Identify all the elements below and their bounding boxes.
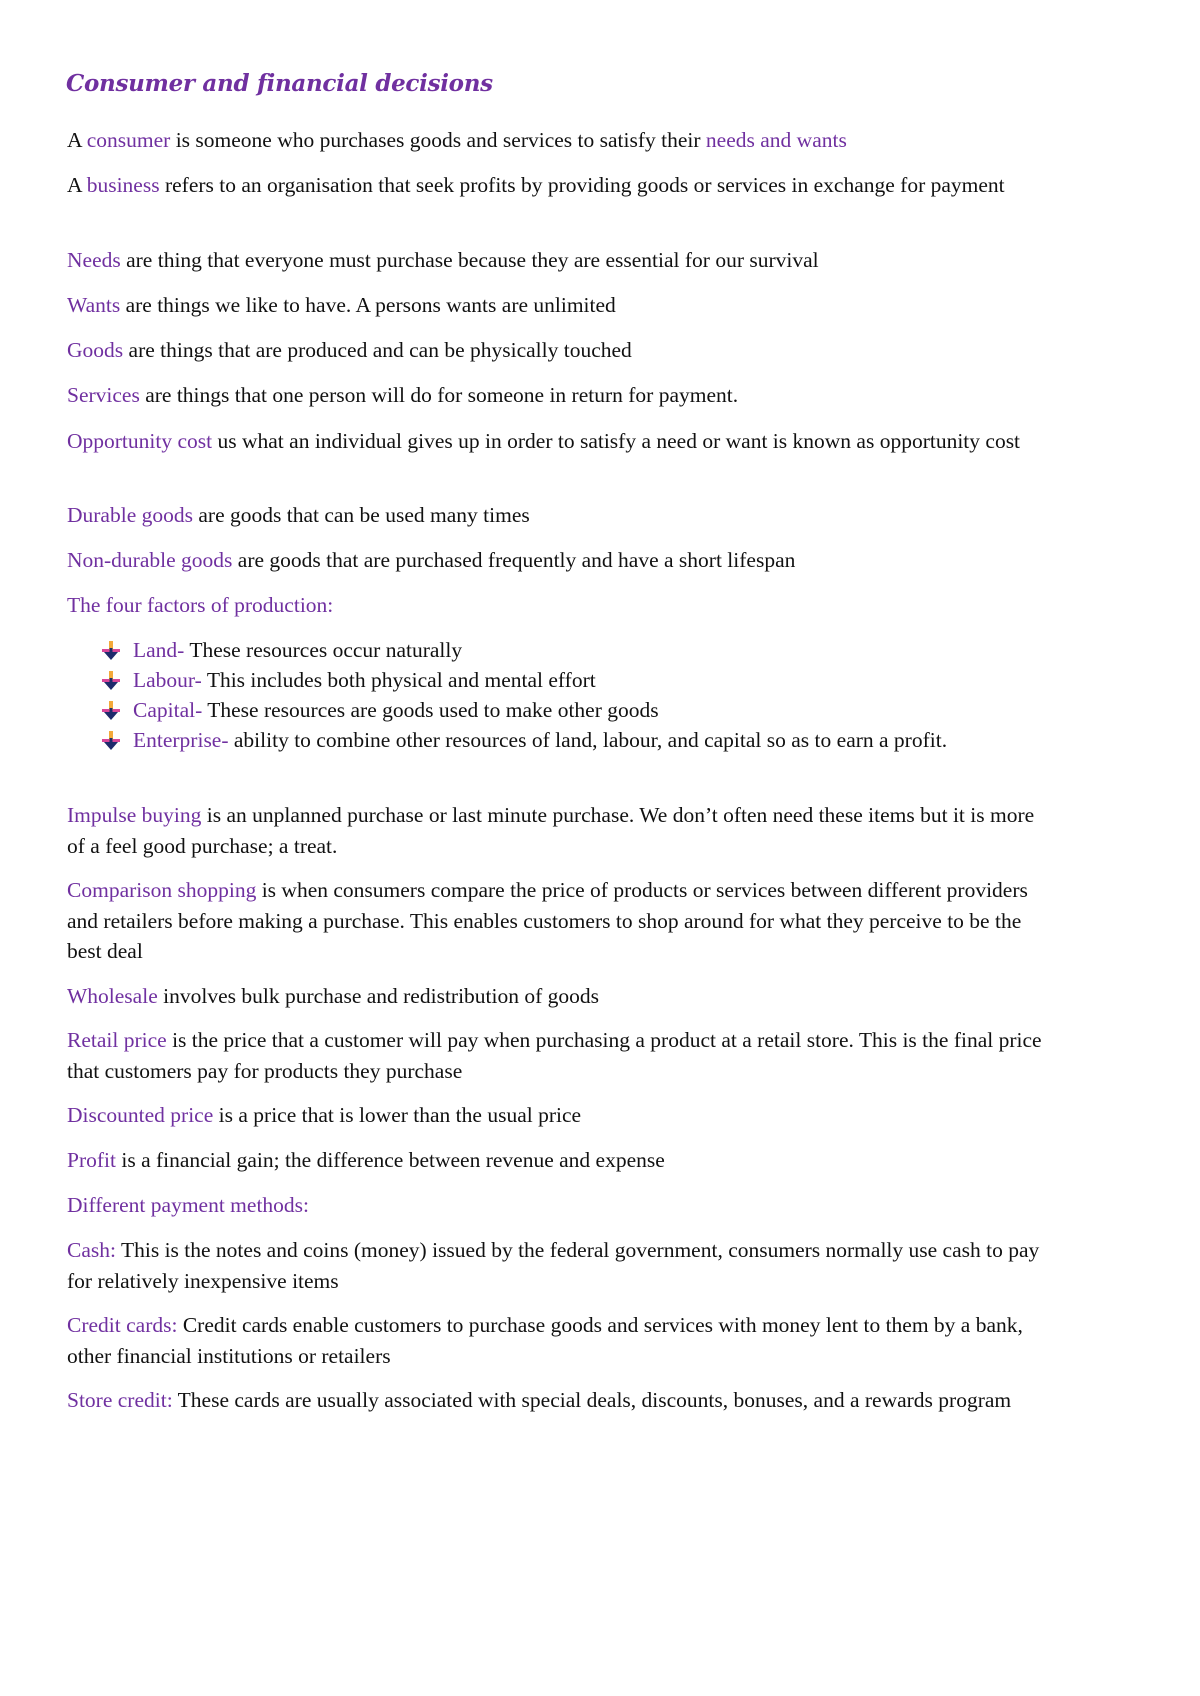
para-services [67, 380, 1052, 411]
term-factors-heading: The four factors of production: [67, 593, 334, 617]
para-body: are goods that are purchased frequently and have a short lifespan [232, 548, 796, 572]
heading-payment-methods [67, 1190, 1052, 1221]
para-body: us what an individual gives up in order to satisfy a need or want is known as opportunity cost [212, 429, 1021, 453]
para-credit-cards [67, 1310, 1052, 1371]
term-wholesale: Wholesale [67, 984, 158, 1008]
arrow-down-bullet-icon [100, 670, 122, 692]
term-comparison-shopping: Comparison shopping [67, 878, 257, 902]
para-store-credit [67, 1385, 1052, 1416]
term-services: Services [67, 383, 140, 407]
para-body: These cards are usually associated with special deals, discounts, bonuses, and a rewards program [172, 1388, 1012, 1412]
term-impulse-buying: Impulse buying [67, 803, 202, 827]
arrow-down-bullet-icon [100, 640, 122, 662]
para-comparison-shopping [67, 875, 1052, 967]
para-durable-goods [67, 500, 1052, 531]
term-business: business [86, 173, 160, 197]
term-capital: Capital- [133, 698, 203, 722]
term-wants: Wants [67, 293, 121, 317]
list-item-body: ability to combine other resources of land, labour, and capital so as to earn a profit. [228, 728, 948, 752]
arrow-down-bullet-icon [100, 730, 122, 752]
para-body: involves bulk purchase and redistribution of goods [157, 984, 600, 1008]
heading-factors-of-production [67, 590, 1052, 621]
term-durable-goods: Durable goods [67, 503, 193, 527]
para-body: is someone who purchases goods and services to satisfy their [170, 128, 706, 152]
para-discounted-price [67, 1100, 1052, 1131]
list-item-capital [133, 695, 1013, 726]
para-retail-price [67, 1025, 1052, 1086]
term-consumer: consumer [86, 128, 171, 152]
para-lead: A [67, 128, 87, 152]
para-body: are things we like to have. A persons wants are unlimited [120, 293, 616, 317]
list-item-land [133, 635, 1013, 666]
list-item-body: These resources occur naturally [184, 638, 463, 662]
term-payment-methods-heading: Different payment methods: [67, 1193, 310, 1217]
para-body: is a price that is lower than the usual price [213, 1103, 582, 1127]
para-wholesale [67, 981, 1052, 1012]
para-profit [67, 1145, 1052, 1176]
para-cash [67, 1235, 1052, 1296]
para-body: is a financial gain; the difference between revenue and expense [115, 1148, 665, 1172]
arrow-down-bullet-icon [100, 700, 122, 722]
term-credit-cards: Credit cards: [67, 1313, 178, 1337]
para-opportunity-cost [67, 426, 1052, 457]
term-non-durable-goods: Non-durable goods [67, 548, 233, 572]
term-labour: Labour- [133, 668, 202, 692]
para-lead: A [67, 173, 87, 197]
para-body: are goods that can be used many times [193, 503, 530, 527]
para-body: is an unplanned purchase or last minute purchase. We don’t often need these items but it is more of a feel good purchase; a treat. [67, 803, 1035, 858]
term-land: Land- [133, 638, 185, 662]
list-item-enterprise [133, 725, 1013, 756]
para-wants [67, 290, 1052, 321]
term-cash: Cash: [67, 1238, 116, 1262]
term-store-credit: Store credit: [67, 1388, 173, 1412]
para-consumer [67, 125, 1052, 156]
term-needs-and-wants: needs and wants [705, 128, 847, 152]
para-body: refers to an organisation that seek profits by providing goods or services in exchange for payment [159, 173, 1005, 197]
list-item-body: This includes both physical and mental effort [201, 668, 596, 692]
para-body: Credit cards enable customers to purchase goods and services with money lent to them by a bank, other financial institutions or retailers [67, 1313, 1023, 1368]
para-needs [67, 245, 1052, 276]
term-retail-price: Retail price [67, 1028, 167, 1052]
para-body: are things that one person will do for someone in return for payment. [139, 383, 739, 407]
term-discounted-price: Discounted price [67, 1103, 214, 1127]
page-title: Consumer and financial decisions [66, 70, 493, 97]
para-body: are things that are produced and can be physically touched [123, 338, 632, 362]
para-non-durable-goods [67, 545, 1052, 576]
term-enterprise: Enterprise- [133, 728, 229, 752]
para-body: are thing that everyone must purchase because they are essential for our survival [120, 248, 819, 272]
para-body: is when consumers compare the price of products or services between different providers and retailers before making a purchase. This enables customers to shop around for what they perceive to be the best deal [67, 878, 1028, 963]
para-business [67, 170, 1052, 201]
para-body: This is the notes and coins (money) issued by the federal government, consumers normally use cash to pay for relatively inexpensive items [67, 1238, 1040, 1293]
list-item-body: These resources are goods used to make other goods [202, 698, 659, 722]
term-goods: Goods [67, 338, 124, 362]
list-item-labour [133, 665, 1013, 696]
para-impulse-buying [67, 800, 1052, 861]
term-profit: Profit [67, 1148, 116, 1172]
term-needs: Needs [67, 248, 121, 272]
term-opportunity-cost: Opportunity cost [67, 429, 213, 453]
para-body: is the price that a customer will pay when purchasing a product at a retail store. This is the final price that customers pay for products they purchase [67, 1028, 1042, 1083]
para-goods [67, 335, 1052, 366]
